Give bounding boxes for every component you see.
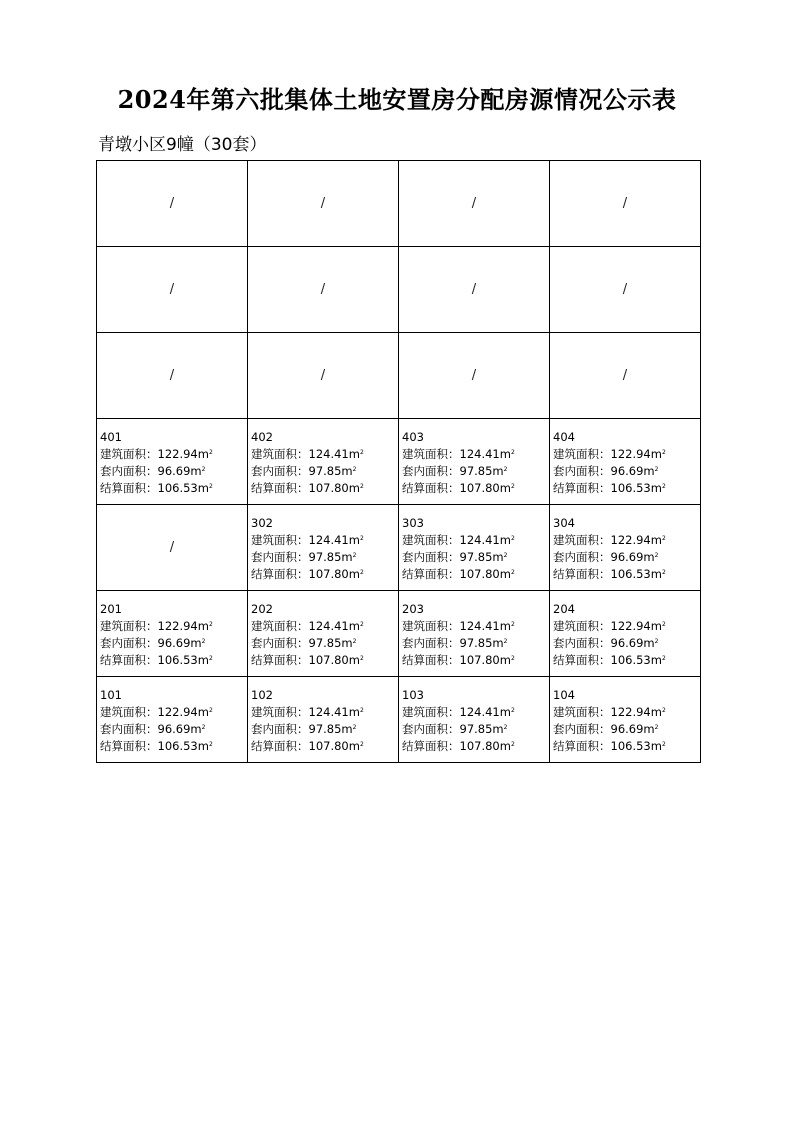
settle-area-label: 结算面积： — [100, 739, 158, 753]
unit-cell-202 — [248, 591, 399, 677]
unit-cell-303 — [399, 505, 550, 591]
building-area-label: 建筑面积： — [553, 447, 611, 461]
settle-area-value: $106.53m^2$ — [157, 739, 213, 753]
unit-cell-401 — [97, 419, 248, 505]
building-area-label: 建筑面积： — [100, 619, 158, 633]
section-title: 青墩小区9幢（30套） — [98, 135, 267, 155]
settle-area-label: 结算面积： — [251, 653, 309, 667]
unit-info — [97, 591, 247, 669]
unit-cell-102 — [248, 677, 399, 763]
settle-area-value: $107.80m^2$ — [308, 481, 364, 495]
building-area-line — [402, 618, 549, 635]
settle-area-line — [100, 480, 247, 497]
building-area-line — [402, 532, 549, 549]
page-title: 2024年第六批集体土地安置房分配房源情况公示表 — [117, 85, 677, 114]
inner-area-value: $96.69m^2$ — [157, 636, 206, 650]
empty-mark: / — [622, 196, 628, 211]
inner-area-line — [251, 635, 398, 652]
unit-number: 402 — [251, 430, 273, 444]
empty-unit-cell — [97, 333, 248, 419]
empty-unit-cell — [97, 247, 248, 333]
unit-number: 302 — [251, 516, 273, 530]
empty-mark: / — [471, 196, 477, 211]
settle-area-line — [402, 738, 549, 755]
settle-area-line — [553, 652, 700, 669]
settle-area-value: $106.53m^2$ — [610, 567, 666, 581]
inner-area-label: 套内面积： — [100, 464, 158, 478]
building-area-label: 建筑面积： — [553, 619, 611, 633]
inner-area-value: $97.85m^2$ — [459, 722, 508, 736]
inner-area-line — [402, 635, 549, 652]
building-area-label: 建筑面积： — [251, 447, 309, 461]
inner-area-line — [251, 721, 398, 738]
empty-unit-cell — [248, 161, 399, 247]
settle-area-line — [251, 738, 398, 755]
settle-area-label: 结算面积： — [100, 481, 158, 495]
settle-area-value: $107.80m^2$ — [459, 567, 515, 581]
settle-area-line — [402, 480, 549, 497]
building-area-line — [553, 446, 700, 463]
inner-area-value: $96.69m^2$ — [610, 722, 659, 736]
inner-area-label: 套内面积： — [402, 722, 460, 736]
inner-area-label: 套内面积： — [553, 722, 611, 736]
inner-area-value: $97.85m^2$ — [459, 464, 508, 478]
inner-area-label: 套内面积： — [402, 550, 460, 564]
settle-area-value: $107.80m^2$ — [459, 653, 515, 667]
unit-info — [97, 419, 247, 497]
building-area-line — [553, 704, 700, 721]
inner-area-value: $96.69m^2$ — [157, 464, 206, 478]
building-area-value: $124.41m^2$ — [308, 533, 364, 547]
settle-area-line — [251, 566, 398, 583]
building-area-label: 建筑面积： — [402, 705, 460, 719]
unit-number: 202 — [251, 602, 273, 616]
building-area-line — [100, 704, 247, 721]
floor-row — [97, 247, 701, 333]
unit-cell-304 — [550, 505, 701, 591]
settle-area-label: 结算面积： — [251, 739, 309, 753]
floor-row — [97, 591, 701, 677]
empty-mark: / — [169, 368, 175, 383]
unit-number: 204 — [553, 602, 575, 616]
settle-area-value: $106.53m^2$ — [157, 481, 213, 495]
inner-area-value: $97.85m^2$ — [459, 636, 508, 650]
settle-area-value: $107.80m^2$ — [308, 739, 364, 753]
inner-area-line — [553, 549, 700, 566]
unit-cell-103 — [399, 677, 550, 763]
building-area-line — [402, 446, 549, 463]
building-area-label: 建筑面积： — [251, 705, 309, 719]
empty-mark: / — [471, 368, 477, 383]
settle-area-label: 结算面积： — [402, 481, 460, 495]
inner-area-value: $97.85m^2$ — [308, 550, 357, 564]
unit-cell-402 — [248, 419, 399, 505]
settle-area-value: $106.53m^2$ — [610, 481, 666, 495]
inner-area-label: 套内面积： — [251, 550, 309, 564]
unit-number: 403 — [402, 430, 424, 444]
building-area-line — [251, 704, 398, 721]
floor-row — [97, 677, 701, 763]
empty-unit-cell — [399, 161, 550, 247]
empty-mark: / — [320, 282, 326, 297]
settle-area-label: 结算面积： — [553, 481, 611, 495]
settle-area-label: 结算面积： — [100, 653, 158, 667]
unit-cell-104 — [550, 677, 701, 763]
unit-number: 304 — [553, 516, 575, 530]
building-area-label: 建筑面积： — [402, 447, 460, 461]
unit-info — [550, 419, 700, 497]
inner-area-value: $96.69m^2$ — [610, 464, 659, 478]
unit-info — [248, 419, 398, 497]
unit-info — [248, 505, 398, 583]
inner-area-label: 套内面积： — [402, 464, 460, 478]
settle-area-value: $106.53m^2$ — [157, 653, 213, 667]
inner-area-line — [100, 721, 247, 738]
inner-area-line — [553, 463, 700, 480]
building-area-value: $124.41m^2$ — [459, 619, 515, 633]
building-area-line — [100, 618, 247, 635]
inner-area-line — [402, 721, 549, 738]
settle-area-label: 结算面积： — [553, 739, 611, 753]
empty-mark: / — [169, 540, 175, 555]
unit-grid-body — [97, 161, 701, 763]
building-area-line — [251, 446, 398, 463]
unit-cell-403 — [399, 419, 550, 505]
inner-area-label: 套内面积： — [251, 464, 309, 478]
unit-info — [248, 591, 398, 669]
floor-row — [97, 419, 701, 505]
unit-info — [97, 677, 247, 755]
building-area-label: 建筑面积： — [100, 447, 158, 461]
settle-area-value: $107.80m^2$ — [459, 481, 515, 495]
unit-cell-302 — [248, 505, 399, 591]
empty-unit-cell — [550, 333, 701, 419]
settle-area-line — [251, 652, 398, 669]
empty-mark: / — [169, 196, 175, 211]
unit-number: 101 — [100, 688, 122, 702]
building-area-line — [553, 618, 700, 635]
empty-mark: / — [622, 368, 628, 383]
building-area-line — [402, 704, 549, 721]
building-area-value: $124.41m^2$ — [459, 447, 515, 461]
inner-area-line — [251, 463, 398, 480]
building-area-line — [251, 618, 398, 635]
settle-area-label: 结算面积： — [251, 481, 309, 495]
building-area-value: $122.94m^2$ — [157, 447, 213, 461]
settle-area-line — [100, 738, 247, 755]
unit-info — [550, 591, 700, 669]
empty-unit-cell — [248, 333, 399, 419]
unit-info — [248, 677, 398, 755]
unit-info — [550, 677, 700, 755]
inner-area-line — [100, 635, 247, 652]
settle-area-line — [553, 738, 700, 755]
settle-area-value: $107.80m^2$ — [459, 739, 515, 753]
inner-area-label: 套内面积： — [251, 636, 309, 650]
empty-mark: / — [622, 282, 628, 297]
inner-area-label: 套内面积： — [553, 636, 611, 650]
building-area-label: 建筑面积： — [402, 619, 460, 633]
unit-info — [399, 419, 549, 497]
inner-area-label: 套内面积： — [402, 636, 460, 650]
settle-area-line — [251, 480, 398, 497]
inner-area-value: $96.69m^2$ — [157, 722, 206, 736]
building-area-value: $122.94m^2$ — [610, 447, 666, 461]
unit-number: 401 — [100, 430, 122, 444]
unit-number: 303 — [402, 516, 424, 530]
settle-area-line — [100, 652, 247, 669]
inner-area-value: $97.85m^2$ — [308, 636, 357, 650]
inner-area-line — [553, 721, 700, 738]
unit-cell-204 — [550, 591, 701, 677]
settle-area-line — [553, 566, 700, 583]
empty-mark: / — [169, 282, 175, 297]
unit-number: 102 — [251, 688, 273, 702]
building-area-line — [553, 532, 700, 549]
floor-row — [97, 161, 701, 247]
unit-info — [399, 591, 549, 669]
unit-info — [399, 677, 549, 755]
building-area-value: $124.41m^2$ — [459, 705, 515, 719]
inner-area-value: $96.69m^2$ — [610, 636, 659, 650]
inner-area-line — [402, 549, 549, 566]
empty-unit-cell — [399, 333, 550, 419]
inner-area-value: $97.85m^2$ — [308, 464, 357, 478]
empty-unit-cell — [550, 247, 701, 333]
building-area-value: $122.94m^2$ — [610, 533, 666, 547]
unit-cell-404 — [550, 419, 701, 505]
building-area-value: $124.41m^2$ — [308, 705, 364, 719]
building-area-value: $122.94m^2$ — [157, 705, 213, 719]
empty-unit-cell — [97, 161, 248, 247]
floor-row — [97, 505, 701, 591]
empty-unit-cell — [97, 505, 248, 591]
unit-number: 104 — [553, 688, 575, 702]
inner-area-label: 套内面积： — [100, 636, 158, 650]
building-area-value: $124.41m^2$ — [308, 447, 364, 461]
inner-area-label: 套内面积： — [100, 722, 158, 736]
inner-area-label: 套内面积： — [553, 550, 611, 564]
building-area-label: 建筑面积： — [100, 705, 158, 719]
unit-grid — [96, 160, 701, 763]
building-area-value: $122.94m^2$ — [157, 619, 213, 633]
settle-area-value: $107.80m^2$ — [308, 653, 364, 667]
building-area-value: $124.41m^2$ — [459, 533, 515, 547]
settle-area-value: $106.53m^2$ — [610, 653, 666, 667]
empty-mark: / — [320, 368, 326, 383]
settle-area-label: 结算面积： — [251, 567, 309, 581]
building-area-line — [251, 532, 398, 549]
unit-number: 203 — [402, 602, 424, 616]
building-area-value: $122.94m^2$ — [610, 619, 666, 633]
unit-info — [399, 505, 549, 583]
settle-area-label: 结算面积： — [402, 567, 460, 581]
settle-area-label: 结算面积： — [553, 653, 611, 667]
settle-area-label: 结算面积： — [402, 739, 460, 753]
inner-area-label: 套内面积： — [251, 722, 309, 736]
unit-cell-201 — [97, 591, 248, 677]
building-area-label: 建筑面积： — [402, 533, 460, 547]
settle-area-line — [402, 652, 549, 669]
settle-area-label: 结算面积： — [402, 653, 460, 667]
inner-area-value: $96.69m^2$ — [610, 550, 659, 564]
empty-mark: / — [320, 196, 326, 211]
inner-area-label: 套内面积： — [553, 464, 611, 478]
building-area-value: $122.94m^2$ — [610, 705, 666, 719]
settle-area-label: 结算面积： — [553, 567, 611, 581]
unit-cell-203 — [399, 591, 550, 677]
building-area-label: 建筑面积： — [553, 533, 611, 547]
unit-number: 201 — [100, 602, 122, 616]
building-area-line — [100, 446, 247, 463]
building-area-label: 建筑面积： — [251, 619, 309, 633]
empty-unit-cell — [248, 247, 399, 333]
inner-area-line — [553, 635, 700, 652]
unit-info — [550, 505, 700, 583]
empty-unit-cell — [550, 161, 701, 247]
building-area-label: 建筑面积： — [553, 705, 611, 719]
inner-area-line — [251, 549, 398, 566]
building-area-label: 建筑面积： — [251, 533, 309, 547]
building-area-value: $124.41m^2$ — [308, 619, 364, 633]
settle-area-line — [553, 480, 700, 497]
settle-area-line — [402, 566, 549, 583]
empty-mark: / — [471, 282, 477, 297]
settle-area-value: $107.80m^2$ — [308, 567, 364, 581]
inner-area-line — [402, 463, 549, 480]
unit-number: 404 — [553, 430, 575, 444]
settle-area-value: $106.53m^2$ — [610, 739, 666, 753]
inner-area-line — [100, 463, 247, 480]
unit-cell-101 — [97, 677, 248, 763]
empty-unit-cell — [399, 247, 550, 333]
unit-number: 103 — [402, 688, 424, 702]
floor-row — [97, 333, 701, 419]
inner-area-value: $97.85m^2$ — [308, 722, 357, 736]
inner-area-value: $97.85m^2$ — [459, 550, 508, 564]
